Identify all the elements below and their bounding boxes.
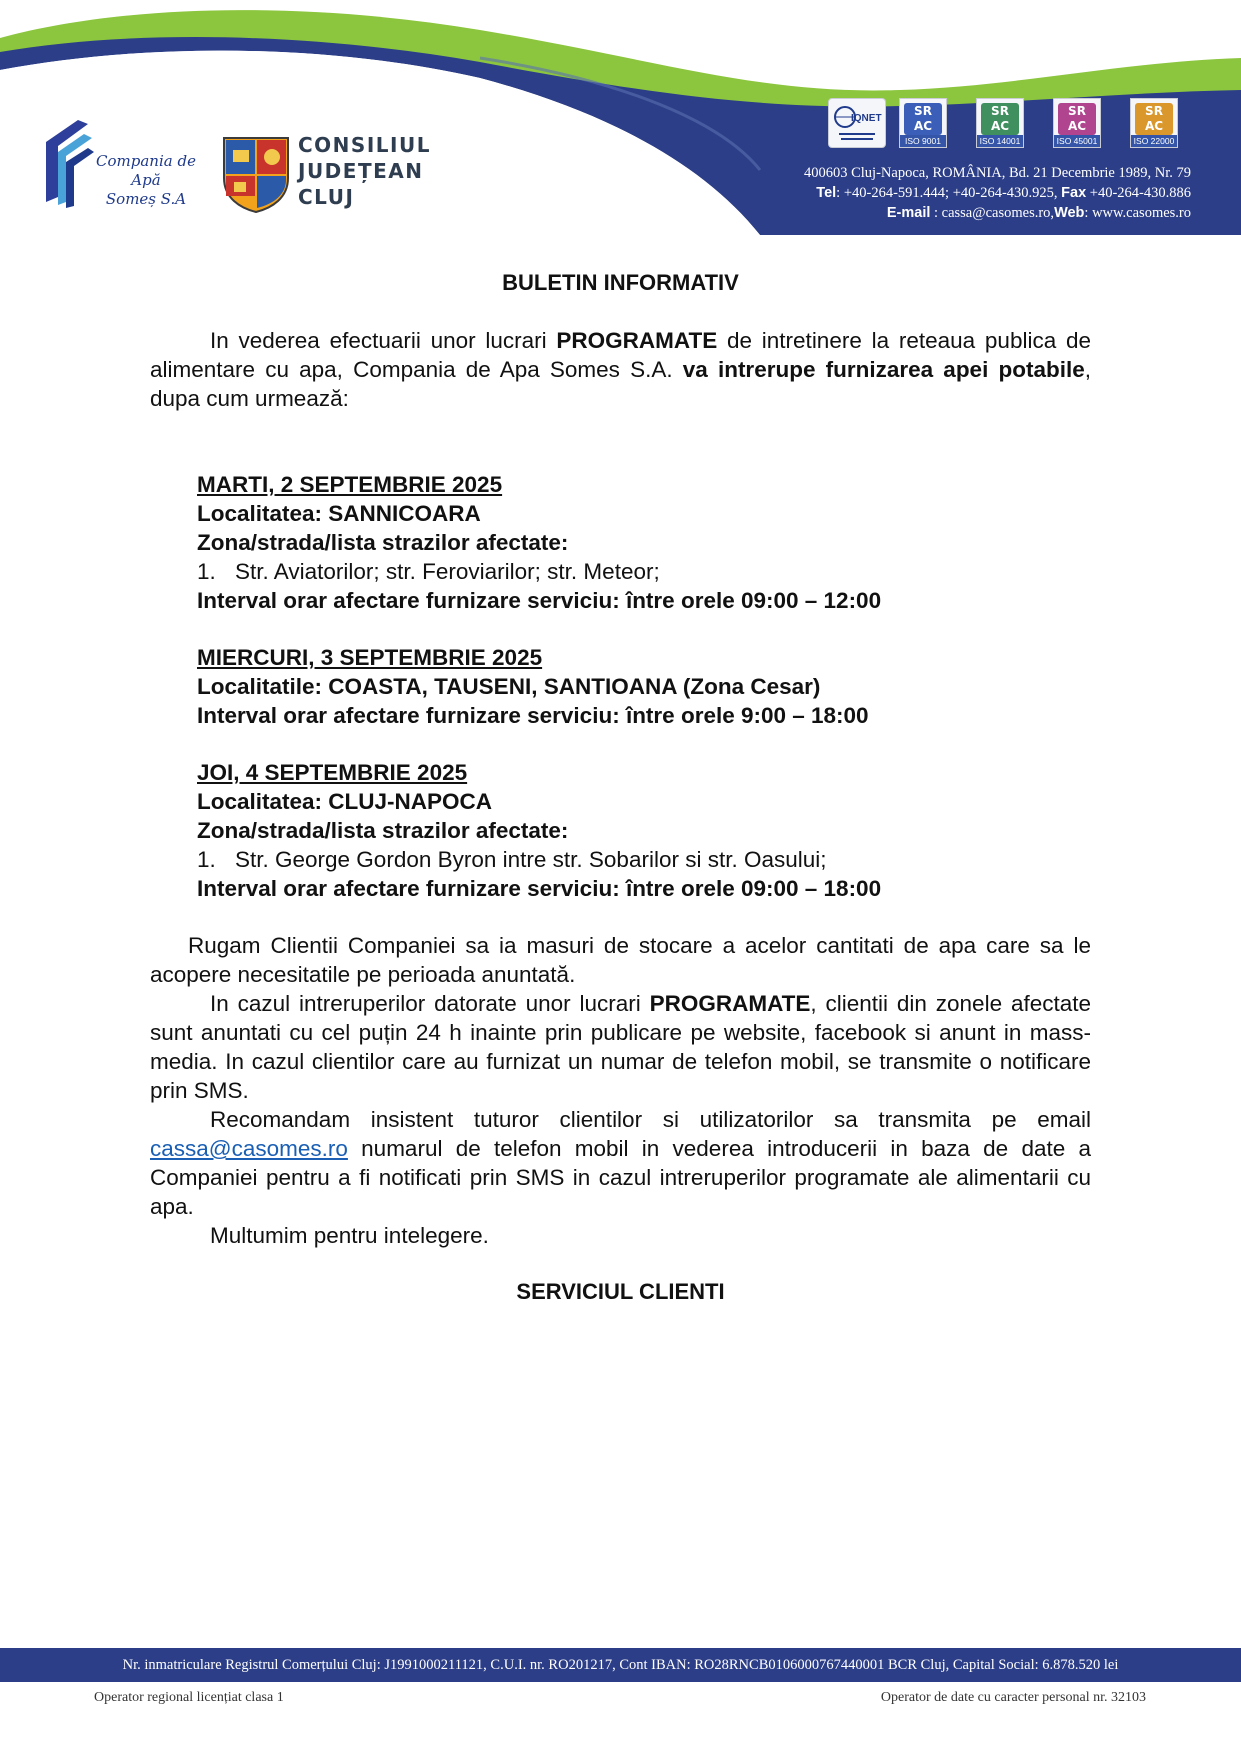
srac-mark: SR AC [1058,103,1096,135]
tel-value: : +40-264-591.444; +40-264-430.925, [836,185,1062,201]
srac-mark: SR AC [981,103,1019,135]
item-text: Str. George Gordon Byron intre str. Sobarilor si str. Oasului; [235,847,827,872]
council-name-line2: JUDEȚEAN [298,159,424,183]
schedule-block-2 [197,643,869,730]
srac-mark: SR AC [904,103,942,135]
thanks-line: Multumim pentru intelegere. [210,1223,489,1248]
storage-request-paragraph: Rugam Clientii Companiei sa ia masuri de stocare a acelor cantitati de apa care sa le acopere necesitatile pe perioada anuntată. [150,933,1091,987]
intro-emphasis-programate: PROGRAMATE [556,328,718,353]
footer-left-note: Operator regional licențiat clasa 1 [94,1690,284,1705]
intro-emphasis-interruption: va intrerupe furnizarea apei potabile [682,357,1085,382]
council-crest-icon [222,134,290,214]
srac-iso45001-icon [1053,98,1101,148]
web-label: Web [1054,205,1085,221]
schedule-interval: Interval orar afectare furnizare serviciu: între orele 09:00 – 18:00 [197,876,882,901]
header-email-web [887,205,1191,222]
notice-emphasis-programate: PROGRAMATE [649,991,811,1016]
company-logo-text [84,152,208,209]
tel-label: Tel [816,185,837,201]
iso9001-label: ISO 9001 [900,135,946,147]
srac-iso22000-icon [1130,98,1178,148]
footer-registration-bar: Nr. inmatriculare Registrul Comerțului Cluj: J1991000211121, C.U.I. nr. RO201217, Cont IBAN: RO28RNCB0106000767440001 BCR Cluj, Capital Social: 6.878.520 lei [0,1648,1241,1682]
schedule-street-item [197,845,881,874]
srac-mark: SR AC [1135,103,1173,135]
iso45001-label: ISO 45001 [1054,135,1100,147]
fax-value: +40-264-430.886 [1086,185,1191,201]
item-number: 1. [197,559,216,584]
recommendation-paragraph: Recomandam insistent tuturor clientilor si utilizatorilor sa transmita pe email cassa@casomes.ro numarul de telefon mobil in vederea introducerii in baza de date a Companiei pentru a fi notificati prin SMS in cazul intreruperilor programate ale alimentarii cu apa. [150,1107,1091,1219]
signature: SERVICIUL CLIENTI [516,1279,725,1304]
schedule-locality: Localitatea: CLUJ-NAPOCA [197,789,493,814]
iqnet-label: IQNET [851,113,882,124]
schedule-street-item [197,557,881,586]
email-link[interactable]: cassa@casomes.ro [150,1136,348,1161]
iqnet-icon [828,98,886,148]
council-name-line3: CLUJ [298,185,355,209]
schedule-date: MIERCURI, 3 SEPTEMBRIE 2025 [197,645,543,670]
intro-paragraph: In vederea efectuarii unor lucrari PROGRAMATE de intretinere la reteaua publica de alimentare cu apa, Compania de Apa Somes S.A. va intrerupe furnizarea apei potabile, dupa cum urmează: [150,328,1091,411]
schedule-locality: Localitatile: COASTA, TAUSENI, SANTIOANA (Zona Cesar) [197,674,821,699]
company-logo-line1: Compania de Apă [96,152,196,189]
council-name [298,132,468,210]
schedule-interval: Interval orar afectare furnizare serviciu: între orele 09:00 – 12:00 [197,588,882,613]
notice-paragraph: In cazul intreruperilor datorate unor lucrari PROGRAMATE, clientii din zonele afectate sunt anuntati cu cel puțin 24 h inainte prin publicare pe website, facebook si anunt in mass-media. In cazul clientilor care au furnizat un numar de telefon mobil, se transmite o notificare prin SMS. [150,991,1091,1103]
company-logo [36,112,206,217]
iso22000-label: ISO 22000 [1131,135,1177,147]
header-address: 400603 Cluj-Napoca, ROMÂNIA, Bd. 21 Decembrie 1989, Nr. 79 [803,165,1191,181]
email-value: : cassa@casomes.ro, [930,205,1055,221]
header-phone-fax [816,185,1191,202]
schedule-interval: Interval orar afectare furnizare serviciu: între orele 9:00 – 18:00 [197,703,869,728]
schedule-zone-label: Zona/strada/lista strazilor afectate: [197,818,569,843]
srac-iso14001-icon [976,98,1024,148]
footer-right-note: Operator de date cu caracter personal nr. 32103 [880,1690,1146,1705]
item-number: 1. [197,847,216,872]
schedule-block-3 [197,758,881,903]
srac-iso9001-icon [899,98,947,148]
schedule-date: MARTI, 2 SEPTEMBRIE 2025 [197,472,503,497]
web-value: : www.casomes.ro [1084,205,1191,221]
iso14001-label: ISO 14001 [977,135,1023,147]
email-label: E-mail [886,205,931,221]
council-name-line1: CONSILIUL [298,133,431,157]
item-text: Str. Aviatorilor; str. Feroviarilor; str. Meteor; [235,559,660,584]
schedule-zone-label: Zona/strada/lista strazilor afectate: [197,530,569,555]
schedule-block-1 [197,470,881,615]
fax-label: Fax [1061,185,1087,201]
company-logo-line2: Someș S.A [105,190,187,208]
schedule-date: JOI, 4 SEPTEMBRIE 2025 [197,760,468,785]
schedule-locality: Localitatea: SANNICOARA [197,501,481,526]
document-title: BULETIN INFORMATIV [502,270,739,295]
